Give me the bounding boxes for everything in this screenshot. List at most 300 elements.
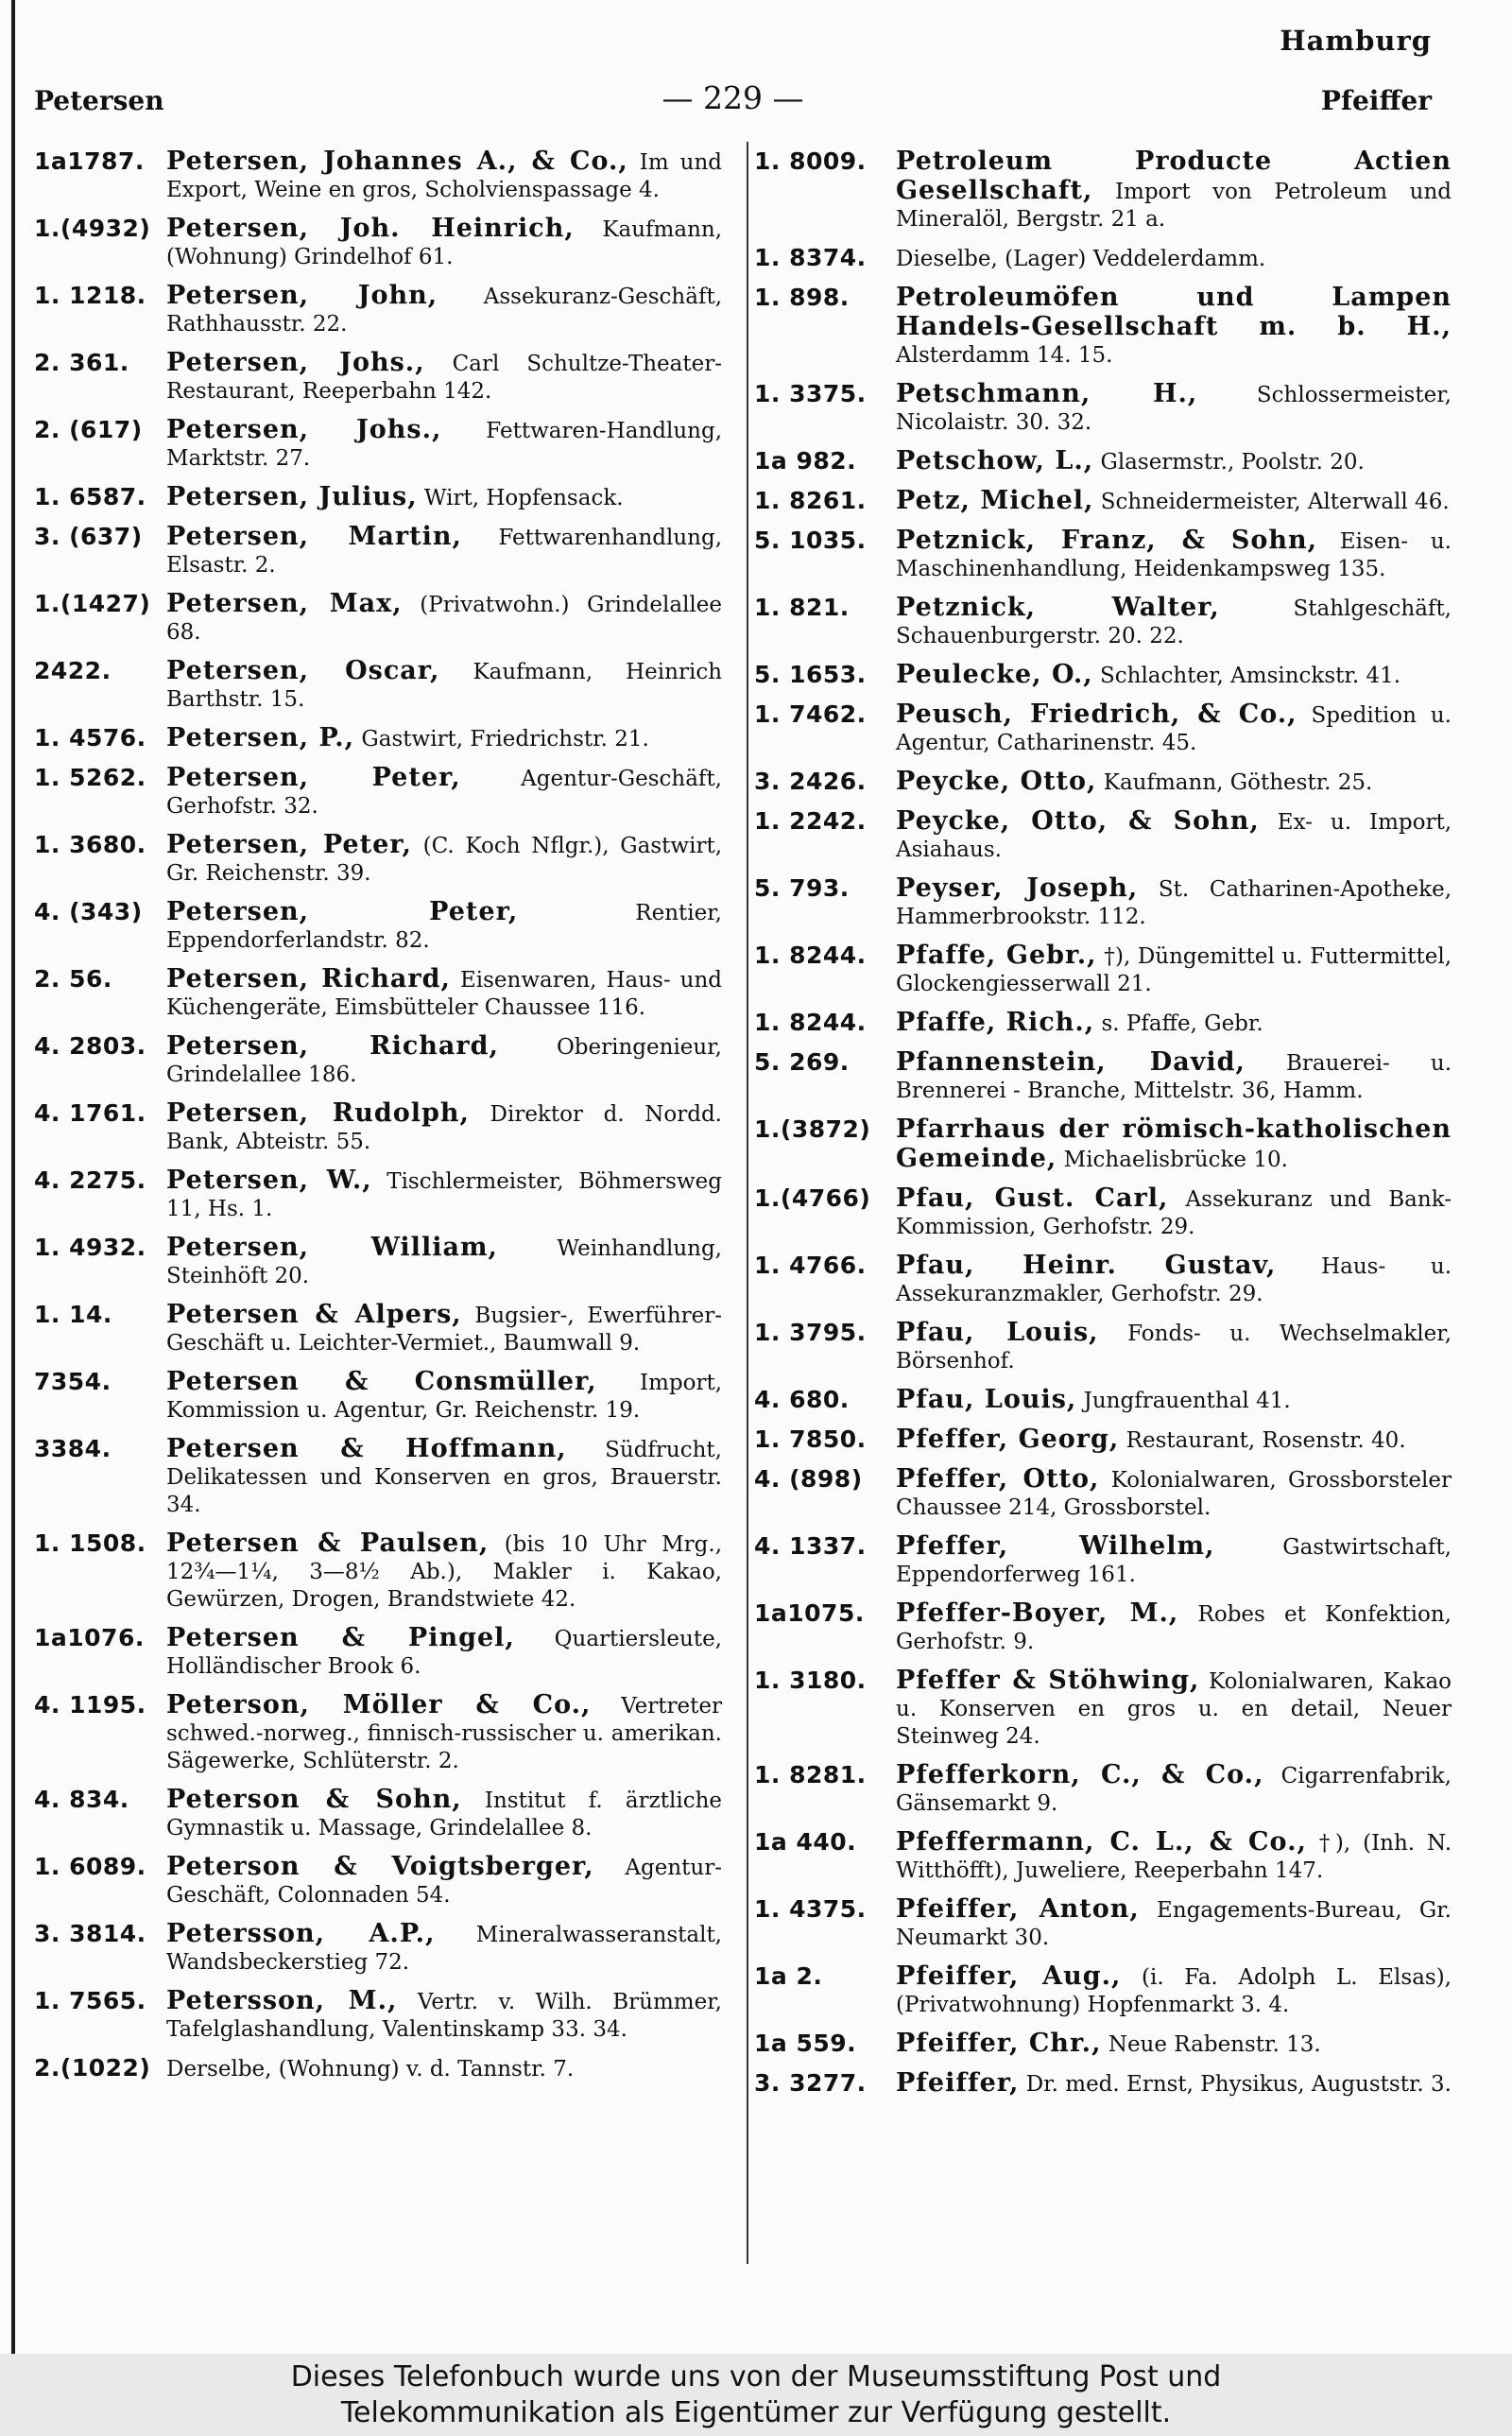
subscriber-details: Kaufmann, Göthestr. 25. (1103, 770, 1373, 795)
subscriber-name: Petznick, Franz, & Sohn, (896, 526, 1318, 555)
subscriber-name: Pfeffer, Georg, (896, 1425, 1120, 1454)
subscriber-name: Petroleumöfen und Lampen Handels-Gesellschaft m. b. H., (896, 283, 1452, 341)
directory-entry (34, 831, 722, 888)
column-divider (747, 142, 748, 2264)
directory-entry (34, 657, 722, 714)
subscriber-name: Petersen, W., (166, 1166, 372, 1195)
subscriber-details: Rentier, Eppendorferlandstr. 82. (166, 901, 722, 953)
directory-entry (754, 1532, 1452, 1589)
footer-notice (0, 2354, 1512, 2436)
entry-text (166, 724, 722, 753)
subscriber-name: Petersen, Johs., (166, 348, 425, 377)
subscriber-details: Oberingenieur, Grindelallee 186. (166, 1035, 722, 1087)
phone-number: 5. 269. (754, 1048, 850, 1076)
subscriber-details: Neue Rabenstr. 13. (1108, 2032, 1321, 2057)
subscriber-name: Petersen, William, (166, 1233, 498, 1262)
subscriber-details: Jungfrauenthal 41. (1083, 1389, 1291, 1413)
entry-text (896, 1252, 1452, 1308)
subscriber-details: Restaurant, Rosenstr. 40. (1125, 1428, 1406, 1453)
subscriber-details: Eisen- u. Maschinenhandlung, Heidenkampsweg 135. (896, 529, 1452, 581)
entry-text (166, 898, 722, 955)
subscriber-details: Schlossermeister, Nicolaistr. 30. 32. (896, 383, 1452, 435)
directory-entry (754, 2030, 1452, 2059)
subscriber-name: Peycke, Otto, & Sohn, (896, 806, 1260, 836)
directory-entry (34, 2054, 722, 2083)
phone-number: 1. 8281. (754, 1761, 867, 1788)
directory-entry (34, 1435, 722, 1519)
entry-text (896, 1386, 1452, 1415)
phone-number: 7354. (34, 1368, 112, 1395)
directory-entry (754, 1009, 1452, 1038)
phone-number: 4. 680. (754, 1386, 850, 1413)
subscriber-name: Peusch, Friedrich, & Co., (896, 700, 1297, 729)
directory-entry (34, 1368, 722, 1425)
entry-text (166, 1529, 722, 1614)
entry-text (896, 244, 1452, 273)
entry-text (896, 147, 1452, 233)
subscriber-details: (C. Koch Nflgr.), Gastwirt, Gr. Reichenstr. 39. (166, 834, 723, 886)
subscriber-details: St. Catharinen-Apotheke, Hammerbrookstr. 112. (896, 877, 1452, 929)
subscriber-details: Agentur-Geschäft, Gerhofstr. 32. (166, 767, 722, 819)
phone-number: 1. 3680. (34, 831, 146, 858)
subscriber-name: Pfeffer & Stöhwing, (896, 1666, 1200, 1695)
phone-number: 4. 834. (34, 1786, 129, 1813)
subscriber-name: Pfeiffer, Chr., (896, 2029, 1102, 2058)
entry-text (896, 1048, 1452, 1105)
phone-number: 1. 8244. (754, 942, 867, 969)
phone-number: 1a1787. (34, 147, 145, 175)
subscriber-details: Glasermstr., Poolstr. 20. (1100, 450, 1365, 475)
directory-entry (754, 527, 1452, 583)
entry-text (896, 527, 1452, 583)
subscriber-name: Petersen, Peter, (166, 830, 412, 859)
subscriber-name: Peterson & Voigtsberger, (166, 1852, 594, 1881)
subscriber-name: Petersen, Martin, (166, 522, 462, 551)
directory-entry (754, 1184, 1452, 1241)
phone-number: 1. 8261. (754, 487, 867, 514)
subscriber-details: Institut f. ärztliche Gymnastik u. Massage, Grindelallee 8. (166, 1788, 723, 1840)
subscriber-name: Pfeiffer, (896, 2068, 1020, 2098)
entry-text (166, 1786, 722, 1842)
directory-entry (34, 724, 722, 753)
entry-text (896, 942, 1452, 998)
subscriber-name: Petersen, Johs., (166, 415, 442, 444)
subscriber-details: Agentur-Geschäft, Colonnaden 54. (166, 1856, 723, 1908)
subscriber-name: Petersen, Richard, (166, 1031, 499, 1061)
directory-entry (754, 1828, 1452, 1885)
phone-number: 1. 4932. (34, 1234, 146, 1261)
subscriber-name: Petersen & Consmüller, (166, 1367, 597, 1396)
subscriber-name: Petersson, A.P., (166, 1919, 436, 1948)
phone-number: 1. 1508. (34, 1529, 146, 1557)
subscriber-name: Peyser, Joseph, (896, 873, 1139, 903)
entry-text (166, 831, 722, 888)
phone-number: 1. 5262. (34, 764, 146, 791)
subscriber-name: Petersen & Pingel, (166, 1623, 515, 1652)
subscriber-details: Assekuranz und Bank-Kommission, Gerhofstr. 29. (896, 1187, 1452, 1239)
phone-number: 2. (617) (34, 416, 143, 443)
phone-number: 1.(4766) (754, 1184, 871, 1212)
directory-entry (754, 487, 1452, 516)
phone-number: 1a 982. (754, 447, 857, 475)
entry-text (896, 487, 1452, 516)
phone-number: 1. 7565. (34, 1987, 146, 2014)
entry-text (896, 1184, 1452, 1241)
left-column (34, 147, 722, 2094)
subscriber-details: Bugsier-, Ewerführer-Geschäft u. Leichter-Vermiet., Baumwall 9. (166, 1304, 723, 1356)
phone-number: 1. 8009. (754, 147, 867, 175)
subscriber-name: Petersen, Max, (166, 589, 403, 618)
subscriber-details: Kolonialwaren, Grossborsteler Chaussee 214, Grossborstel. (896, 1468, 1452, 1520)
subscriber-details: Kaufmann, Heinrich Barthstr. 15. (166, 660, 723, 712)
subscriber-name: Petschow, L., (896, 446, 1094, 475)
subscriber-details: Fettwaren-Handlung, Marktstr. 27. (166, 419, 723, 471)
phone-number: 1. 898. (754, 284, 850, 311)
phone-number: 2422. (34, 657, 112, 684)
phone-number: 3. 3814. (34, 1920, 146, 1947)
subscriber-details: (Privatwohn.) Grindelallee 68. (166, 593, 722, 645)
phone-number: 1. 2242. (754, 807, 867, 835)
subscriber-details: Dieselbe, (Lager) Veddelerdamm. (896, 247, 1266, 271)
entry-text (896, 807, 1452, 864)
phone-number: 3384. (34, 1435, 112, 1462)
entry-text (166, 1234, 722, 1290)
directory-entry (34, 590, 722, 647)
subscriber-details: Eisenwaren, Haus- und Küchengeräte, Eimsbütteler Chaussee 116. (166, 968, 722, 1020)
subscriber-details: †), (Inh. N. Witthöfft), Juweliere, Reeperbahn 147. (896, 1831, 1452, 1883)
phone-number: 1. 3180. (754, 1667, 867, 1694)
directory-entry (34, 764, 722, 821)
directory-entry (754, 1386, 1452, 1415)
phone-number: 2.(1022) (34, 2054, 151, 2082)
header-first-name: Petersen (34, 85, 164, 116)
phone-number: 1.(3872) (754, 1115, 871, 1143)
subscriber-details: Stahlgeschäft, Schauenburgerstr. 20. 22. (896, 596, 1452, 648)
entry-text (166, 523, 722, 579)
phone-number: 1.(1427) (34, 590, 151, 617)
subscriber-details: Fettwarenhandlung, Elsastr. 2. (166, 526, 723, 578)
directory-entry (34, 1691, 722, 1775)
subscriber-details: (i. Fa. Adolph L. Elsas), (Privatwohnung) Hopfenmarkt 3. 4. (896, 1965, 1452, 2017)
directory-entry (34, 1853, 722, 1909)
phone-number: 1. 7462. (754, 700, 867, 728)
entry-text (896, 1009, 1452, 1038)
entry-text (896, 874, 1452, 931)
running-header (34, 79, 1432, 117)
phone-number: 2. 361. (34, 349, 129, 376)
directory-entry (754, 874, 1452, 931)
subscriber-details: Kolonialwaren, Kakao u. Konserven en gros u. en detail, Neuer Steinweg 24. (896, 1669, 1452, 1749)
directory-entry (34, 483, 722, 512)
phone-number: 1a 440. (754, 1828, 857, 1856)
subscriber-name: Peterson & Sohn, (166, 1785, 462, 1814)
subscriber-name: Pfeiffer, Anton, (896, 1894, 1140, 1924)
phone-number: 4. 1337. (754, 1532, 867, 1560)
directory-entry (754, 700, 1452, 757)
subscriber-name: Petersen, Joh. Heinrich, (166, 214, 575, 243)
directory-entry (754, 284, 1452, 370)
directory-entry (34, 1786, 722, 1842)
subscriber-name: Petersen, Rudolph, (166, 1098, 470, 1128)
subscriber-details: Derselbe, (Wohnung) v. d. Tannstr. 7. (166, 2057, 575, 2082)
directory-entry (34, 898, 722, 955)
subscriber-details: Spedition u. Agentur, Catharinenstr. 45. (896, 703, 1452, 755)
subscriber-name: Pfau, Louis, (896, 1318, 1099, 1347)
right-column (754, 147, 1452, 2109)
subscriber-name: Petznick, Walter, (896, 593, 1220, 622)
subscriber-name: Petschmann, H., (896, 379, 1198, 408)
subscriber-name: Petersen & Hoffmann, (166, 1434, 567, 1463)
subscriber-details: Kaufmann, (Wohnung) Grindelhof 61. (166, 217, 723, 269)
subscriber-details: Robes et Konfektion, Gerhofstr. 9. (896, 1602, 1452, 1654)
subscriber-details: Michaelisbrücke 10. (1063, 1148, 1288, 1172)
subscriber-details: Südfrucht, Delikatessen und Konserven en gros, Brauerstr. 34. (166, 1438, 722, 1517)
directory-entry (754, 1115, 1452, 1174)
entry-text (166, 1691, 722, 1775)
directory-entry (754, 447, 1452, 476)
entry-text (896, 1425, 1452, 1455)
directory-entry (754, 1667, 1452, 1751)
entry-text (166, 1624, 722, 1681)
phone-number: 4. 2803. (34, 1032, 146, 1060)
subscriber-details: Brauerei- u. Brennerei - Branche, Mittelstr. 36, Hamm. (896, 1051, 1452, 1103)
subscriber-name: Peterson, Möller & Co., (166, 1690, 592, 1719)
directory-entry (754, 1048, 1452, 1105)
entry-text (166, 1368, 722, 1425)
phone-number: 3. 3277. (754, 2069, 867, 2097)
entry-text (896, 1319, 1452, 1375)
subscriber-name: Pfau, Gust. Carl, (896, 1183, 1169, 1213)
subscriber-name: Pfeffer, Otto, (896, 1464, 1100, 1494)
subscriber-name: Petersen, John, (166, 281, 438, 310)
phone-number: 5. 1653. (754, 661, 867, 688)
entry-text (166, 416, 722, 473)
phone-number: 3. (637) (34, 523, 143, 550)
subscriber-details: Fonds- u. Wechselmakler, Börsenhof. (896, 1322, 1452, 1373)
directory-entry (34, 523, 722, 579)
subscriber-name: Petersen, Richard, (166, 964, 451, 993)
phone-number: 4. (898) (754, 1465, 863, 1493)
subscriber-name: Peulecke, O., (896, 660, 1093, 689)
entry-text (896, 1828, 1452, 1885)
phone-number: 4. (343) (34, 898, 143, 925)
directory-entry (34, 1099, 722, 1156)
entry-text (166, 483, 722, 512)
subscriber-details: Gastwirt, Friedrichstr. 21. (361, 727, 649, 752)
entry-text (896, 1115, 1452, 1174)
subscriber-name: Petersen, Oscar, (166, 656, 440, 685)
phone-number: 1. 3795. (754, 1319, 867, 1346)
subscriber-details: Schneidermeister, Alterwall 46. (1100, 490, 1450, 514)
subscriber-details: Haus- u. Assekuranzmakler, Gerhofstr. 29. (896, 1254, 1452, 1306)
subscriber-details: Engagements-Bureau, Gr. Neumarkt 30. (896, 1898, 1452, 1950)
subscriber-details: Dr. med. Ernst, Physikus, Auguststr. 3. (1025, 2072, 1452, 2097)
subscriber-name: Pfarrhaus der römisch-katholischen Gemeinde, (896, 1114, 1452, 1173)
subscriber-name: Pfaffe, Rich., (896, 1008, 1095, 1037)
subscriber-details: Cigarrenfabrik, Gänsemarkt 9. (896, 1764, 1452, 1816)
subscriber-details: Import von Petroleum und Mineralöl, Bergstr. 21 a. (896, 180, 1452, 232)
footer-line-2: Telekommunikation als Eigentümer zur Verfügung gestellt. (340, 2396, 1172, 2429)
entry-text (896, 2069, 1452, 2099)
phone-number: 1a1075. (754, 1599, 865, 1627)
phone-number: 1. 6587. (34, 483, 146, 510)
entry-text (896, 1465, 1452, 1522)
directory-entry (754, 768, 1452, 797)
directory-entry (754, 942, 1452, 998)
phone-number: 1a1076. (34, 1624, 145, 1651)
entry-text (166, 1920, 722, 1977)
entry-text (166, 1853, 722, 1909)
phone-number: 5. 793. (754, 874, 850, 902)
directory-entry (754, 380, 1452, 437)
subscriber-name: Pfaffe, Gebr., (896, 941, 1097, 970)
subscriber-name: Pfeiffer, Aug., (896, 1961, 1122, 1991)
entry-text (166, 147, 722, 204)
binding-edge (11, 0, 15, 2354)
header-last-name: Pfeiffer (1320, 85, 1432, 116)
entry-text (166, 1301, 722, 1357)
entry-text (896, 1895, 1452, 1952)
directory-entry (34, 965, 722, 1022)
entry-text (896, 1667, 1452, 1751)
phone-number: 2. 56. (34, 965, 112, 993)
directory-entry (754, 1465, 1452, 1522)
footer-line-1: Dieses Telefonbuch wurde uns von der Museumsstiftung Post und (290, 2360, 1222, 2393)
subscriber-name: Petersson, M., (166, 1986, 398, 2015)
directory-entry (34, 215, 722, 271)
directory-entry (754, 1319, 1452, 1375)
subscriber-details: Direktor d. Nordd. Bank, Abteistr. 55. (166, 1102, 722, 1154)
directory-entry (34, 147, 722, 204)
directory-entry (754, 594, 1452, 650)
subscriber-name: Petroleum Producte Actien Gesellschaft, (896, 147, 1452, 205)
subscriber-details: Quartiersleute, Holländischer Brook 6. (166, 1627, 722, 1679)
directory-entry (34, 416, 722, 473)
entry-text (896, 1599, 1452, 1656)
entry-text (896, 284, 1452, 370)
directory-entry (754, 1599, 1452, 1656)
subscriber-details: Carl Schultze-Theater-Restaurant, Reeperbahn 142. (166, 352, 722, 404)
subscriber-name: Petersen, Peter, (166, 897, 519, 926)
subscriber-name: Pfefferkorn, C., & Co., (896, 1760, 1264, 1789)
directory-entry (754, 807, 1452, 864)
subscriber-details: s. Pfaffe, Gebr. (1101, 1011, 1263, 1036)
entry-text (166, 1032, 722, 1089)
directory-entry (34, 1234, 722, 1290)
entry-text (166, 349, 722, 406)
subscriber-details: (bis 10 Uhr Mrg., 12¾—1¼, 3—8½ Ab.), Makler i. Kakao, Gewürzen, Drogen, Brandstwiete 42. (166, 1532, 723, 1612)
subscriber-name: Petersen, Julius, (166, 482, 418, 511)
entry-text (166, 215, 722, 271)
subscriber-details: Vertr. v. Wilh. Brümmer, Tafelglashandlung, Valentinskamp 33. 34. (166, 1990, 722, 2042)
phone-number: 1a 2. (754, 1962, 823, 1990)
subscriber-details: Import, Kommission u. Agentur, Gr. Reichenstr. 19. (166, 1371, 723, 1423)
entry-text (166, 282, 722, 338)
phone-number: 1. 8244. (754, 1009, 867, 1036)
entry-text (896, 447, 1452, 476)
entry-text (896, 2030, 1452, 2059)
directory-entry (34, 1032, 722, 1089)
phone-number: 1. 3375. (754, 380, 867, 407)
entry-text (166, 590, 722, 647)
directory-entry (754, 2069, 1452, 2099)
phone-number: 1. 821. (754, 594, 850, 621)
phone-number: 1a 559. (754, 2030, 857, 2057)
directory-entry (754, 1252, 1452, 1308)
subscriber-name: Petersen & Alpers, (166, 1300, 462, 1329)
subscriber-name: Pfau, Louis, (896, 1385, 1077, 1414)
entry-text (166, 2054, 722, 2083)
phone-number: 1. 1218. (34, 282, 146, 309)
subscriber-details: Gastwirtschaft, Eppendorferweg 161. (896, 1535, 1452, 1587)
subscriber-name: Petersen, P., (166, 723, 355, 752)
entry-text (896, 380, 1452, 437)
directory-entry (34, 1166, 722, 1223)
phone-number: 5. 1035. (754, 527, 867, 554)
subscriber-details: Im und Export, Weine en gros, Scholvienspassage 4. (166, 150, 723, 202)
subscriber-name: Petersen & Paulsen, (166, 1529, 490, 1558)
entry-text (896, 661, 1452, 690)
city-heading: Hamburg (1280, 25, 1432, 57)
phone-number: 1.(4932) (34, 215, 151, 242)
subscriber-details: Schlachter, Amsinckstr. 41. (1100, 664, 1401, 688)
phone-number: 1. 8374. (754, 244, 867, 271)
entry-text (896, 1761, 1452, 1818)
phone-number: 4. 2275. (34, 1166, 146, 1194)
entry-text (166, 1099, 722, 1156)
entry-text (166, 657, 722, 714)
directory-entry (754, 1962, 1452, 2019)
directory-entry (754, 1425, 1452, 1455)
phone-number: 1. 6089. (34, 1853, 146, 1880)
subscriber-details: Vertreter schwed.-norweg., finnisch-russischer u. amerikan. Sägewerke, Schlüterstr. 2. (166, 1694, 722, 1773)
directory-entry (754, 661, 1452, 690)
phone-number: 4. 1761. (34, 1099, 146, 1127)
phone-number: 3. 2426. (754, 768, 867, 795)
entry-text (166, 1435, 722, 1519)
subscriber-details: †), Düngemittel u. Futtermittel, Glockengiesserwall 21. (896, 944, 1452, 996)
subscriber-name: Pfeffer-Boyer, M., (896, 1598, 1179, 1628)
subscriber-name: Petz, Michel, (896, 486, 1094, 515)
subscriber-details: Alsterdamm 14. 15. (896, 343, 1113, 368)
phone-number: 1. 4766. (754, 1252, 867, 1279)
subscriber-details: Ex- u. Import, Asiahaus. (896, 810, 1452, 862)
subscriber-name: Peycke, Otto, (896, 767, 1097, 796)
phone-number: 4. 1195. (34, 1691, 146, 1719)
directory-entry (34, 1301, 722, 1357)
entry-text (166, 764, 722, 821)
entry-text (896, 768, 1452, 797)
directory-entry (754, 244, 1452, 273)
directory-entry (34, 349, 722, 406)
subscriber-name: Pfannenstein, David, (896, 1047, 1246, 1077)
subscriber-details: Mineralwasseranstalt, Wandsbeckerstieg 72. (166, 1923, 722, 1975)
subscriber-details: Assekuranz-Geschäft, Rathhausstr. 22. (166, 285, 723, 337)
directory-entry (754, 1895, 1452, 1952)
subscriber-name: Petersen, Johannes A., & Co., (166, 147, 628, 176)
phone-number: 1. 7850. (754, 1425, 867, 1453)
subscriber-name: Pfau, Heinr. Gustav, (896, 1251, 1277, 1280)
subscriber-details: Wirt, Hopfensack. (423, 486, 624, 510)
phone-number: 1. 14. (34, 1301, 112, 1328)
subscriber-details: Tischlermeister, Böhmersweg 11, Hs. 1. (166, 1169, 722, 1221)
phone-number: 1. 4576. (34, 724, 146, 752)
directory-entry (34, 282, 722, 338)
phone-number: 1. 4375. (754, 1895, 867, 1923)
directory-entry (34, 1529, 722, 1614)
page-number: — 229 — (662, 79, 804, 116)
directory-entry (34, 1987, 722, 2044)
